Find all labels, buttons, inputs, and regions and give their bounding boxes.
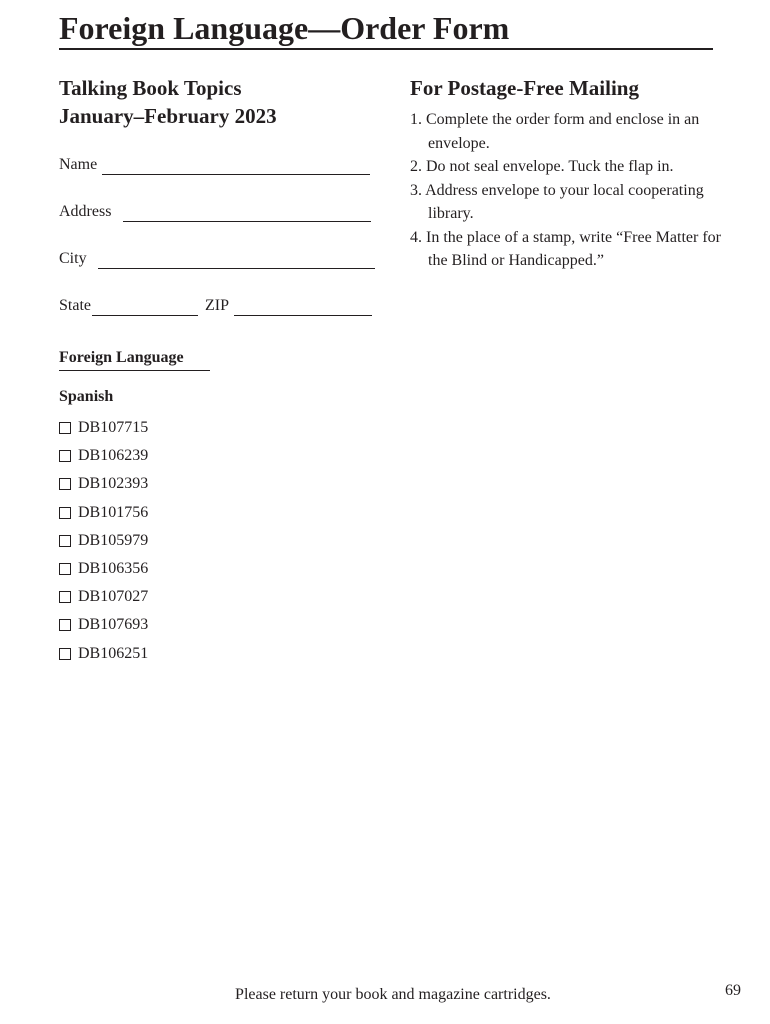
city-line[interactable]	[98, 254, 375, 269]
foreign-language-subheading: Foreign Language	[59, 348, 210, 371]
checkbox[interactable]	[59, 535, 71, 547]
item-code: DB101756	[78, 503, 149, 521]
item-code: DB105979	[78, 531, 149, 549]
item-code: DB106239	[78, 447, 149, 465]
order-item	[59, 611, 148, 639]
state-line[interactable]	[92, 301, 198, 316]
item-code: DB107693	[78, 616, 149, 634]
checkbox[interactable]	[59, 422, 71, 434]
address-label: Address	[59, 203, 112, 220]
item-code: DB107027	[78, 588, 149, 606]
address-line[interactable]	[123, 207, 371, 222]
order-item	[59, 442, 148, 470]
page-number: 69	[725, 982, 741, 999]
item-code: DB106356	[78, 560, 149, 578]
order-item	[59, 583, 148, 611]
zip-label: ZIP	[205, 297, 229, 314]
order-item	[59, 499, 148, 527]
language-label-spanish: Spanish	[59, 388, 114, 405]
topics-title: Talking Book Topics	[59, 76, 242, 100]
page-title: Foreign Language—Order Form	[59, 8, 713, 50]
return-reminder: Please return your book and magazine cartridges.	[235, 986, 551, 1003]
mailing-step: 3. Address envelope to your local cooperating library.	[410, 181, 704, 222]
checkbox[interactable]	[59, 450, 71, 462]
city-field[interactable]	[59, 249, 375, 269]
city-label: City	[59, 250, 87, 267]
zip-line[interactable]	[234, 301, 372, 316]
item-code: DB107715	[78, 419, 149, 437]
mailing-instructions	[410, 74, 730, 102]
checkbox[interactable]	[59, 648, 71, 660]
state-zip-field[interactable]	[59, 296, 372, 316]
order-item-list	[59, 414, 148, 668]
order-item	[59, 527, 148, 555]
name-label: Name	[59, 156, 98, 173]
address-field[interactable]	[59, 202, 371, 222]
mailing-steps	[410, 108, 730, 273]
topics-issue-date: January–February 2023	[59, 104, 277, 128]
mailing-step: 2. Do not seal envelope. Tuck the flap in.	[410, 158, 674, 175]
state-label: State	[59, 297, 91, 314]
checkbox[interactable]	[59, 563, 71, 575]
topics-heading	[59, 74, 379, 130]
checkbox[interactable]	[59, 619, 71, 631]
mailing-step: 1. Complete the order form and enclose in an envelope.	[410, 111, 700, 152]
checkbox[interactable]	[59, 478, 71, 490]
name-field[interactable]	[59, 155, 370, 175]
mailing-step: 4. In the place of a stamp, write “Free Matter for the Blind or Handicapped.”	[410, 228, 721, 269]
order-item	[59, 640, 148, 668]
checkbox[interactable]	[59, 507, 71, 519]
order-item	[59, 414, 148, 442]
checkbox[interactable]	[59, 591, 71, 603]
order-item	[59, 470, 148, 498]
order-item	[59, 555, 148, 583]
item-code: DB102393	[78, 475, 149, 493]
mailing-heading: For Postage-Free Mailing	[410, 76, 639, 100]
item-code: DB106251	[78, 644, 149, 662]
name-line[interactable]	[102, 160, 370, 175]
